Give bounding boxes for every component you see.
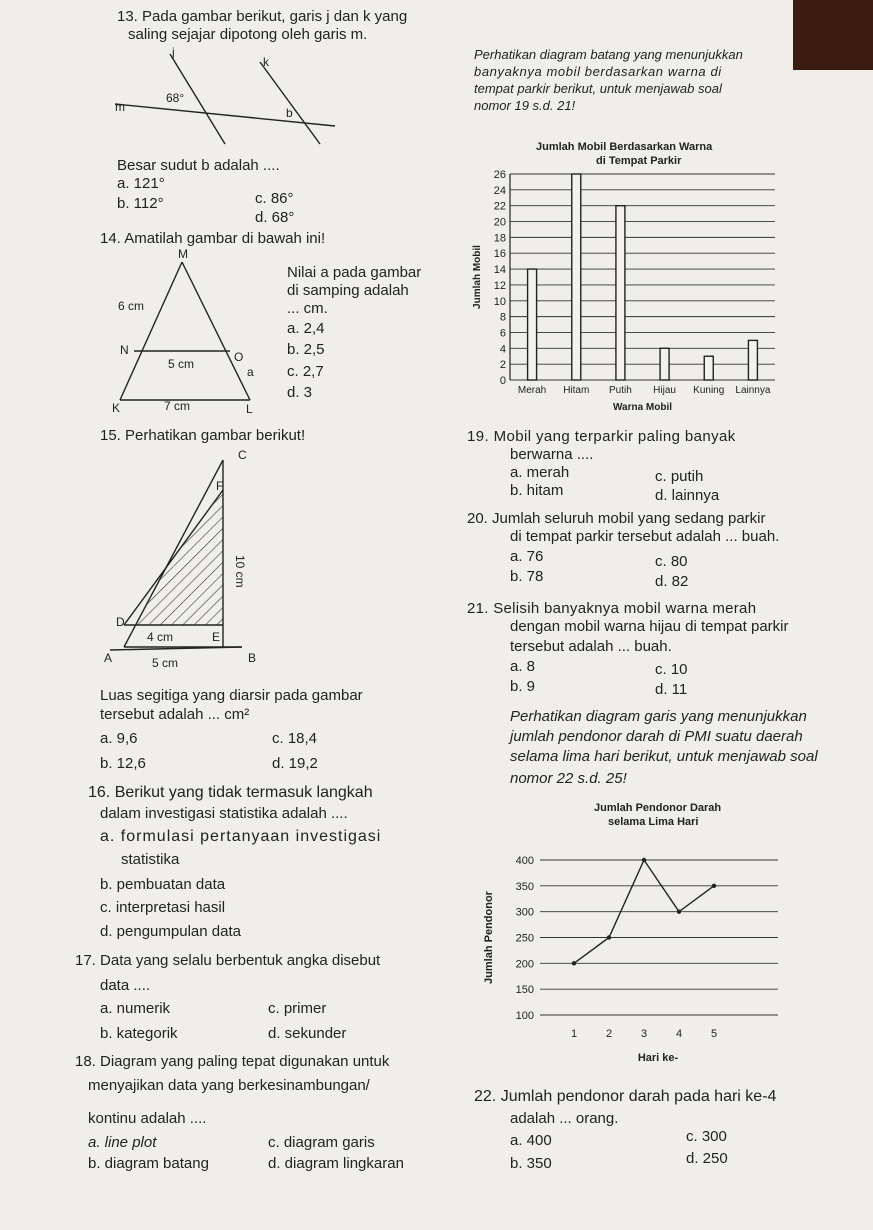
q20-option-a: a. 76 — [510, 548, 544, 565]
q17-stem-2: data .... — [100, 977, 151, 994]
q21-stem-1: 21. Selisih banyaknya mobil warna merah — [467, 600, 757, 617]
q13-question: Besar sudut b adalah .... — [117, 157, 280, 174]
dark-corner — [793, 0, 873, 70]
q16-option-a-cont: statistika — [121, 851, 180, 868]
q16-option-b: b. pembuatan data — [100, 876, 226, 893]
q19-option-b: b. hitam — [510, 482, 564, 499]
q18-option-d: d. diagram lingkaran — [268, 1155, 404, 1172]
bar-x-tick-label: Hijau — [653, 385, 676, 396]
q13-label-j: j — [172, 45, 175, 59]
bar-x-axis-label: Warna Mobil — [612, 402, 673, 413]
bar-y-tick-label: 24 — [493, 184, 506, 197]
q14-label-N: N — [120, 343, 129, 357]
q16-stem-1: 16. Berikut yang tidak termasuk langkah — [88, 784, 373, 801]
line-y-tick-label: 250 — [515, 932, 534, 945]
bar — [528, 269, 537, 380]
line-point — [607, 935, 611, 939]
q18-option-b: b. diagram batang — [88, 1155, 209, 1172]
bar-y-tick-label: 16 — [493, 248, 506, 261]
bar-chart-plot — [470, 160, 800, 420]
q16-option-c: c. interpretasi hasil — [100, 899, 226, 916]
bar-y-tick-label: 10 — [493, 295, 506, 308]
q14-ask-3: ... cm. — [287, 300, 328, 317]
line-y-tick-label: 300 — [515, 906, 534, 919]
line-point — [712, 884, 716, 888]
q20-option-b: b. 78 — [510, 568, 544, 585]
bar-y-tick-label: 8 — [499, 311, 506, 324]
bar-y-tick-label: 14 — [493, 264, 506, 277]
q14-option-b: b. 2,5 — [287, 341, 325, 358]
q20-stem-1: 20. Jumlah seluruh mobil yang sedang parkir — [467, 510, 766, 527]
q14-option-a: a. 2,4 — [287, 320, 325, 337]
q17-option-a: a. numerik — [100, 1000, 171, 1017]
q14-option-c: c. 2,7 — [287, 363, 324, 380]
q14-label-M: M — [178, 247, 188, 261]
line-point — [677, 909, 681, 913]
q15-option-a: a. 9,6 — [100, 730, 138, 747]
q15-option-d: d. 19,2 — [272, 755, 318, 772]
q20-stem-2: di tempat parkir tersebut adalah ... buah. — [510, 528, 780, 545]
q17-option-c: c. primer — [268, 1000, 327, 1017]
bar-y-axis-label: Jumlah Mobil — [472, 245, 483, 309]
line-x-tick-label: 4 — [675, 1028, 683, 1040]
q22-option-b: b. 350 — [510, 1155, 552, 1172]
bar-x-tick-label: Kuning — [693, 385, 725, 396]
q14-label-7cm: 7 cm — [164, 399, 191, 413]
q18-option-a: a. line plot — [88, 1134, 157, 1151]
bar-y-tick-label: 22 — [493, 200, 506, 213]
q18-option-c: c. diagram garis — [268, 1134, 375, 1151]
line-x-tick-label: 1 — [570, 1028, 578, 1040]
bar-x-tick-label: Hitam — [563, 385, 590, 396]
intro2-line-4: nomor 22 s.d. 25! — [510, 770, 627, 787]
bar-y-tick-label: 2 — [499, 359, 506, 372]
q21-option-b: b. 9 — [510, 678, 536, 695]
line-chart-plot — [470, 845, 790, 1070]
q13-option-d: d. 68° — [255, 209, 295, 226]
bar-y-tick-label: 12 — [493, 279, 506, 292]
q16-option-a: a. formulasi pertanyaan investigasi — [100, 828, 382, 845]
q21-stem-3: tersebut adalah ... buah. — [510, 638, 672, 655]
q13-stem-2: saling sejajar dipotong oleh garis m. — [128, 26, 368, 43]
q15-label-F: F — [216, 479, 224, 493]
q14-label-6cm: 6 cm — [118, 299, 145, 313]
intro1-line-1: Perhatikan diagram batang yang menunjukkan — [474, 47, 743, 62]
q18-stem-1: 18. Diagram yang paling tepat digunakan untuk — [75, 1053, 390, 1070]
q14-label-5cm: 5 cm — [168, 357, 195, 371]
q13-label-m: m — [115, 100, 125, 114]
intro1-line-2: banyaknya mobil berdasarkan warna di — [474, 64, 722, 79]
q15-label-D: D — [116, 615, 125, 629]
bar — [704, 356, 713, 380]
q14-ask-1: Nilai a pada gambar — [287, 264, 422, 281]
q19-stem-2: berwarna .... — [510, 446, 594, 463]
q14-ask-2: di samping adalah — [287, 282, 409, 299]
line-y-axis-label: Jumlah Pendonor — [483, 891, 495, 984]
q13-option-a: a. 121° — [117, 175, 165, 192]
q14-label-O: O — [234, 350, 244, 364]
q22-option-c: c. 300 — [686, 1128, 727, 1145]
line-y-tick-label: 350 — [515, 880, 534, 893]
bar-y-tick-label: 26 — [493, 169, 506, 181]
q19-option-c: c. putih — [655, 468, 704, 485]
bar-x-tick-label: Lainnya — [735, 385, 771, 396]
line-chart-subtitle: selama Lima Hari — [608, 816, 699, 828]
line-y-tick-label: 400 — [515, 855, 534, 867]
line-point — [572, 961, 576, 965]
q15-ask-2: tersebut adalah ... cm² — [100, 706, 250, 723]
bar — [572, 174, 581, 380]
q13-label-b: b — [286, 106, 293, 120]
line-x-axis-label: Hari ke- — [637, 1052, 679, 1064]
q21-option-d: d. 11 — [655, 681, 688, 698]
q15-label-A: A — [104, 651, 113, 665]
q15-label-10cm: 10 cm — [233, 555, 247, 588]
q17-option-d: d. sekunder — [268, 1025, 347, 1042]
q17-option-b: b. kategorik — [100, 1025, 178, 1042]
intro1-line-4: nomor 19 s.d. 21! — [474, 98, 576, 113]
intro2-line-3: selama lima hari berikut, untuk menjawab soal — [510, 748, 818, 765]
line-point — [642, 858, 646, 862]
q13-figure — [110, 44, 340, 154]
line-y-tick-label: 200 — [515, 958, 534, 971]
q19-option-a: a. merah — [510, 464, 570, 481]
q21-option-c: c. 10 — [655, 661, 688, 678]
bar-y-tick-label: 6 — [499, 327, 506, 340]
bar-x-tick-label: Putih — [609, 385, 632, 396]
q14-label-K: K — [112, 401, 121, 415]
q14-stem: 14. Amatilah gambar di bawah ini! — [100, 230, 326, 247]
bar-chart-subtitle: di Tempat Parkir — [596, 155, 682, 167]
line-y-tick-label: 100 — [515, 1010, 534, 1022]
line-y-tick-label: 150 — [515, 984, 534, 997]
bar — [660, 348, 669, 380]
q18-stem-3: kontinu adalah .... — [88, 1110, 207, 1127]
q15-label-5cm: 5 cm — [152, 656, 179, 670]
q15-ask-1: Luas segitiga yang diarsir pada gambar — [100, 687, 363, 704]
q21-option-a: a. 8 — [510, 658, 536, 675]
line-x-tick-label: 3 — [640, 1028, 648, 1040]
q13-option-c: c. 86° — [255, 190, 294, 207]
intro2-line-2: jumlah pendonor darah di PMI suatu daerah — [510, 728, 803, 745]
q13-option-b: b. 112° — [117, 195, 164, 212]
q17-stem-1: 17. Data yang selalu berbentuk angka disebut — [75, 952, 381, 969]
q22-option-d: d. 250 — [686, 1150, 728, 1167]
q22-stem-2: adalah ... orang. — [510, 1110, 619, 1127]
q14-figure — [110, 247, 280, 416]
bar-y-tick-label: 18 — [493, 232, 506, 245]
q22-option-a: a. 400 — [510, 1132, 552, 1149]
q16-stem-2: dalam investigasi statistika adalah .... — [100, 805, 348, 822]
q14-label-L: L — [246, 402, 253, 416]
q19-option-d: d. lainnya — [655, 487, 720, 504]
q15-label-E: E — [212, 630, 221, 644]
q13-label-k: k — [263, 55, 269, 69]
line-x-tick-label: 2 — [605, 1028, 613, 1040]
q13-label-angle: 68° — [166, 91, 185, 105]
line-chart-title: Jumlah Pendonor Darah — [594, 802, 722, 814]
q15-label-C: C — [238, 448, 247, 462]
q15-label-4cm: 4 cm — [147, 630, 174, 644]
bar-chart-title: Jumlah Mobil Berdasarkan Warna — [536, 141, 713, 153]
intro2-line-1: Perhatikan diagram garis yang menunjukkan — [510, 708, 807, 725]
intro1-line-3: tempat parkir berikut, untuk menjawab soal — [474, 81, 722, 96]
q14-option-d: d. 3 — [287, 384, 313, 401]
q21-stem-2: dengan mobil warna hijau di tempat parkir — [510, 618, 789, 635]
q15-option-c: c. 18,4 — [272, 730, 318, 747]
q20-option-c: c. 80 — [655, 553, 688, 570]
bar-y-tick-label: 4 — [499, 343, 506, 356]
q19-stem-1: 19. Mobil yang terparkir paling banyak — [467, 428, 736, 445]
q15-label-B: B — [248, 651, 257, 665]
q22-stem-1: 22. Jumlah pendonor darah pada hari ke-4 — [474, 1088, 777, 1105]
bar-x-tick-label: Merah — [517, 385, 547, 396]
bar-y-tick-label: 20 — [493, 216, 506, 229]
q15-option-b: b. 12,6 — [100, 755, 146, 772]
q18-stem-2: menyajikan data yang berkesinambungan/ — [88, 1077, 370, 1094]
line-x-tick-label: 5 — [710, 1028, 718, 1040]
q14-label-a: a — [247, 365, 254, 379]
q13-stem-1: 13. Pada gambar berikut, garis j dan k yang — [117, 8, 408, 25]
q16-option-d: d. pengumpulan data — [100, 923, 241, 940]
q20-option-d: d. 82 — [655, 573, 689, 590]
bar-y-tick-label: 0 — [499, 375, 506, 387]
q15-stem: 15. Perhatikan gambar berikut! — [100, 427, 306, 444]
q15-figure — [102, 445, 272, 670]
bar — [748, 340, 757, 380]
bar — [616, 206, 625, 380]
